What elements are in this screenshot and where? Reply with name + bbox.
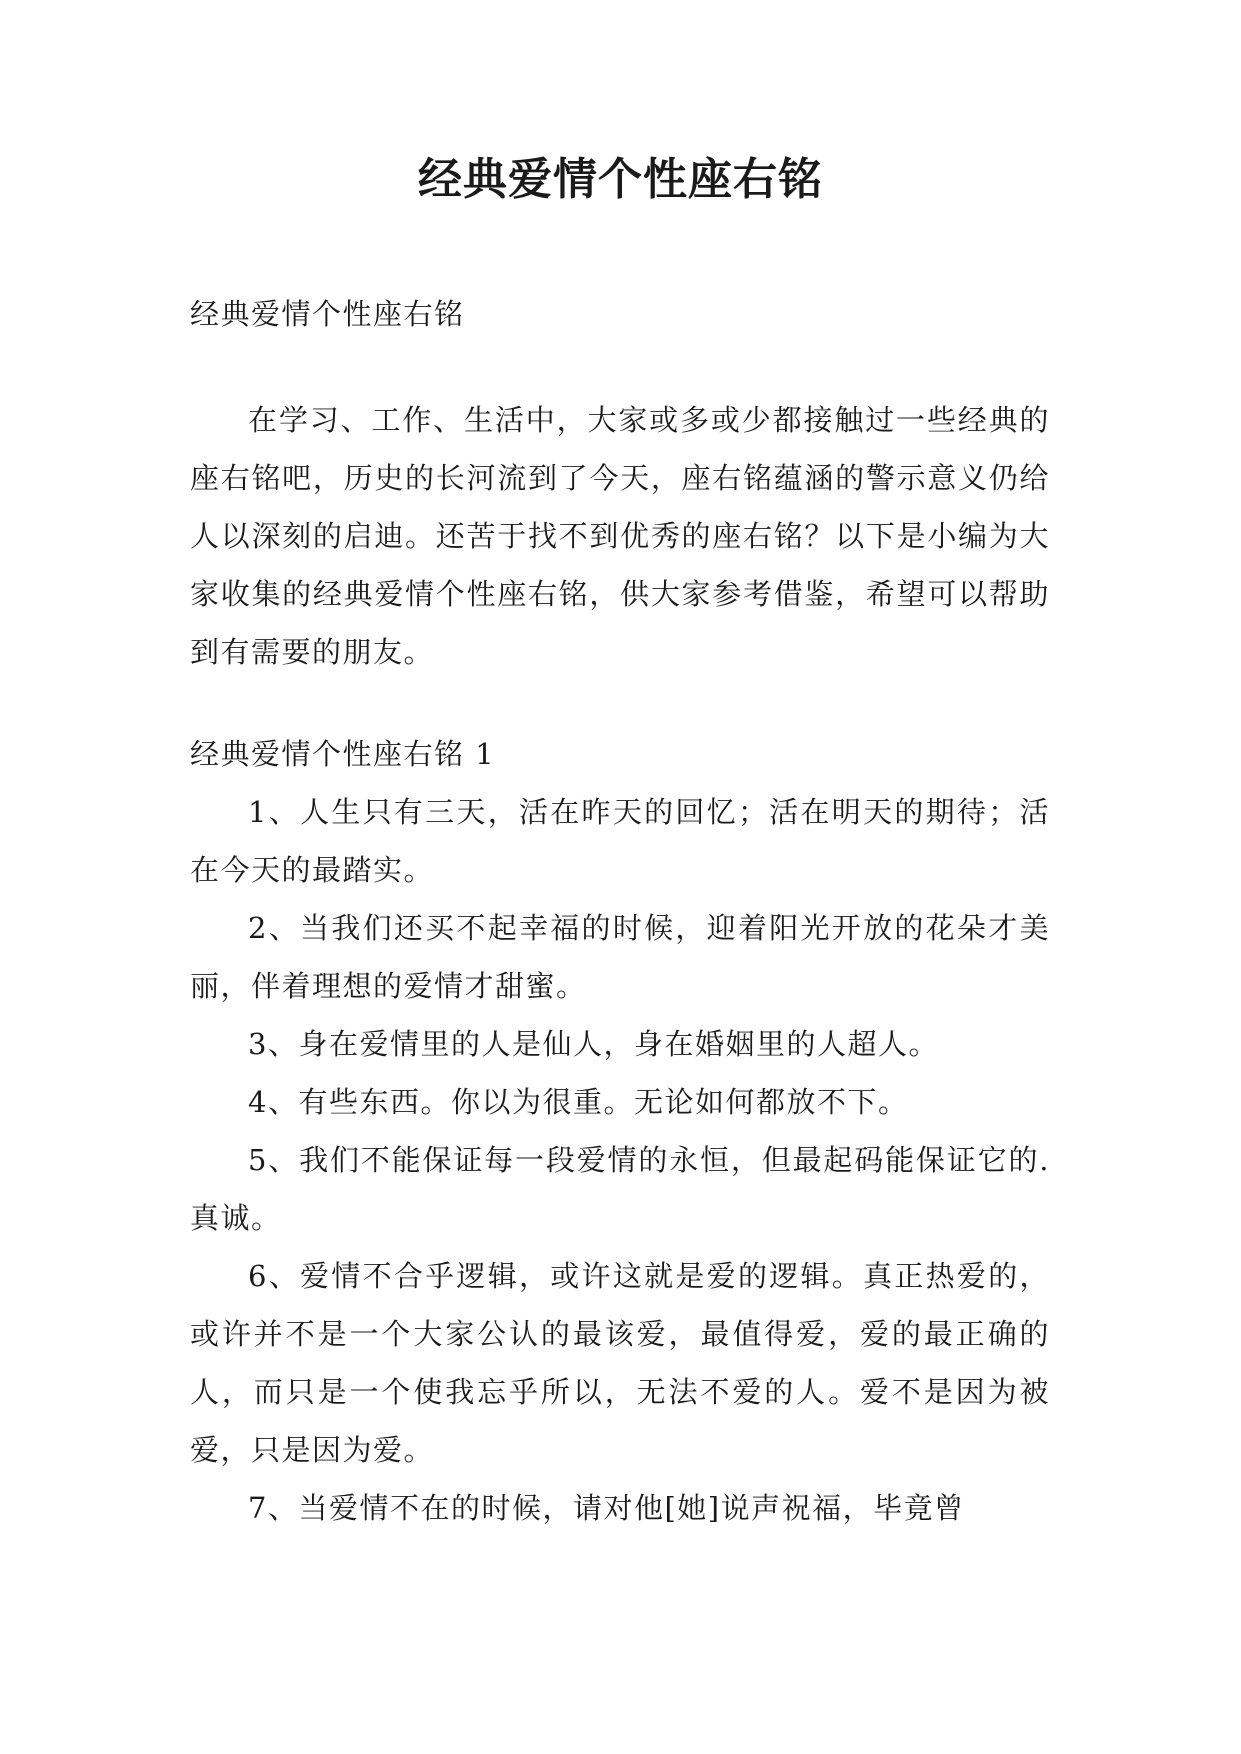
list-item: 7、当爱情不在的时候，请对他[她]说声祝福，毕竟曾 [248, 1491, 965, 1525]
intro-paragraph: 在学习、工作、生活中，大家或多或少都接触过一些经典的座右铭吧，历史的长河流到了今天，座右铭蕴涵的警示意义仍给人以深刻的启迪。还苦于找不到优秀的座右铭？以下是小编为大家收集的经典爱情个性座右铭，供大家参考借鉴，希望可以帮助到有需要的朋友。 [190, 403, 1050, 669]
list-item: 3、身在爱情里的人是仙人，身在婚姻里的人超人。 [248, 1027, 939, 1061]
section-heading: 经典爱情个性座右铭 1 [190, 737, 496, 771]
list-item: 6、爱情不合乎逻辑，或许这就是爱的逻辑。真正热爱的，或许并不是一个大家公认的最该爱，最值得爱，爱的最正确的人，而只是一个使我忘乎所以，无法不爱的人。爱不是因为被爱，只是因为爱。 [190, 1259, 1050, 1467]
list-item: 5、我们不能保证每一段爱情的永恒，但最起码能保证它的.真诚。 [190, 1143, 1050, 1235]
list-item: 1、人生只有三天，活在昨天的回忆；活在明天的期待；活在今天的最踏实。 [190, 795, 1050, 887]
list-item: 2、当我们还买不起幸福的时候，迎着阳光开放的花朵才美丽，伴着理想的爱情才甜蜜。 [190, 911, 1050, 1003]
document-title: 经典爱情个性座右铭 [418, 154, 823, 205]
list-item: 4、有些东西。你以为很重。无论如何都放不下。 [248, 1085, 909, 1119]
document-subtitle: 经典爱情个性座右铭 [190, 297, 465, 331]
document-body [190, 285, 1050, 1537]
